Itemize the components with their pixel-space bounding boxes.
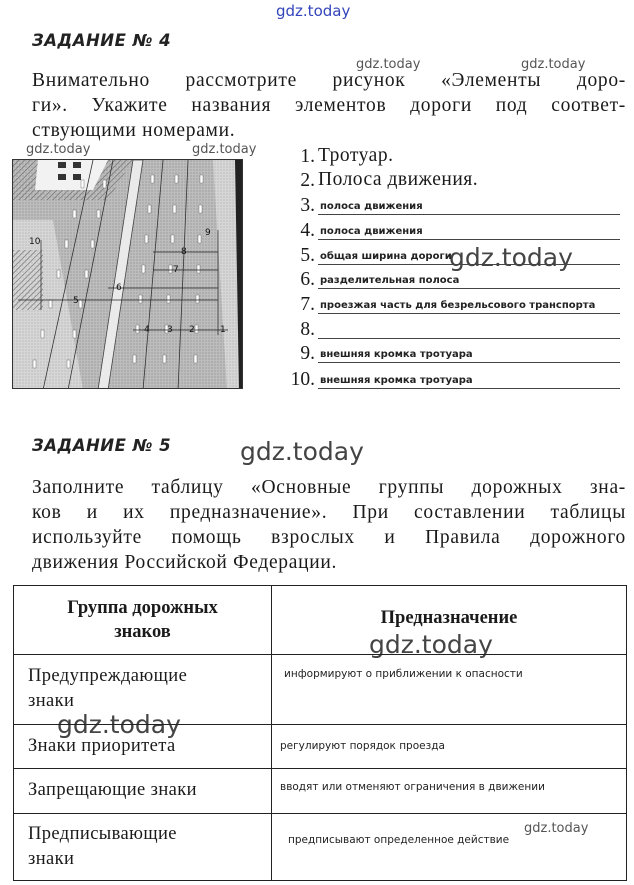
- list-item-number: 1.: [300, 146, 315, 167]
- list-item: [285, 218, 620, 242]
- answer-line: [318, 313, 620, 314]
- table-row-group: [28, 734, 176, 759]
- list-item-number: 2.: [300, 170, 315, 191]
- list-item: [285, 292, 620, 316]
- table-header-purpose: Предназначение: [380, 608, 518, 628]
- list-item: [285, 168, 620, 192]
- table-answer: регулируют порядок проезда: [280, 740, 445, 752]
- figure-label: 8: [181, 247, 187, 257]
- task5-text-line: Заполните таблицу «Основные группы дорожных зна-: [32, 477, 626, 498]
- task5-text-line: движения Российской Федерации.: [32, 552, 338, 573]
- list-item: [285, 341, 620, 365]
- list-item-answer: внешняя кромка тротуара: [320, 349, 473, 360]
- watermark: gdz.today: [57, 710, 181, 739]
- list-item: [285, 267, 620, 291]
- watermark: gdz.today: [369, 630, 493, 659]
- list-item-number: 5.: [300, 245, 315, 266]
- list-item: [285, 144, 620, 168]
- list-item: [285, 367, 620, 391]
- figure-label: 3: [167, 325, 173, 335]
- table-header-text: Группа дорожных: [67, 598, 218, 618]
- task4-text-line: ги». Укажите названия элементов дороги под соответ-: [32, 95, 626, 116]
- table-row-group: [28, 778, 197, 803]
- figure-label: 2: [189, 325, 195, 335]
- figure-label: 10: [29, 237, 41, 247]
- list-item-answer: полоса движения: [320, 201, 423, 212]
- watermark: gdz.today: [521, 57, 586, 72]
- watermark: gdz.today: [26, 142, 91, 157]
- figure-label: 5: [73, 296, 79, 306]
- list-item: [285, 193, 620, 217]
- list-item-number: 4.: [300, 220, 315, 241]
- task5-title: ЗАДАНИЕ № 5: [32, 436, 172, 455]
- figure-label: 9: [205, 228, 211, 238]
- list-item: [285, 317, 620, 341]
- table-row-group: [28, 664, 187, 714]
- answer-line: [318, 239, 620, 240]
- figure-label: 6: [116, 283, 122, 293]
- answer-line: [318, 264, 620, 265]
- list-item-answer: разделительная полоса: [320, 275, 460, 286]
- watermark: gdz.today: [524, 821, 589, 836]
- task4-text-line: Внимательно рассмотрите рисунок «Элементы доро-: [32, 70, 626, 91]
- road-drawing: [13, 160, 243, 389]
- list-item-number: 7.: [300, 294, 315, 315]
- figure-label: 4: [144, 325, 150, 335]
- figure-label: 1: [220, 325, 226, 335]
- watermark: gdz.today: [192, 142, 257, 157]
- table-answer: информируют о приближении к опасности: [284, 668, 523, 680]
- table-divider: [14, 654, 626, 655]
- table-header-text: знаков: [114, 622, 171, 642]
- list-item-number: 6.: [300, 269, 315, 290]
- list-item-number: 3.: [300, 195, 315, 216]
- list-item-number: 10.: [290, 369, 315, 390]
- list-item-answer: общая ширина дороги: [320, 251, 452, 262]
- table-answer: вводят или отменяют ограничения в движении: [280, 781, 545, 793]
- list-item-text: Полоса движения.: [318, 169, 479, 190]
- road-elements-figure: [12, 159, 243, 389]
- road-signs-table: [13, 585, 627, 881]
- list-item-answer: полоса движения: [320, 226, 423, 237]
- answer-line: [318, 338, 620, 339]
- watermark: gdz.today: [449, 243, 573, 272]
- table-cell-text: знаки: [28, 691, 75, 711]
- table-divider: [14, 724, 626, 725]
- task5-text-line: используйте помощь взрослых и Правила дорожного: [32, 527, 626, 548]
- list-item-answer: внешняя кромка тротуара: [320, 375, 473, 386]
- table-divider: [271, 586, 272, 880]
- table-cell-text: Предписывающие: [28, 824, 177, 844]
- table-cell-text: Запрещающие знаки: [28, 780, 197, 800]
- task5-text: [32, 475, 626, 575]
- answer-line: [318, 288, 620, 289]
- list-item-answer: проезжая часть для безрельсового транспорта: [320, 300, 596, 311]
- answer-line: [318, 362, 620, 363]
- list-item: [285, 243, 620, 267]
- table-header-group: [14, 596, 271, 644]
- table-answer: предписывают определенное действие: [288, 834, 510, 846]
- table-divider: [14, 768, 626, 769]
- answer-line: [318, 388, 620, 389]
- task5-text-line: ков и их предназначение». При составлении таблицы: [32, 502, 626, 523]
- task4-title: ЗАДАНИЕ № 4: [32, 31, 172, 50]
- task4-text-line: ствующими номерами.: [32, 120, 236, 141]
- watermark-top: gdz.today: [276, 2, 351, 20]
- task4-text: [32, 68, 626, 143]
- watermark: gdz.today: [356, 57, 421, 72]
- answer-line: [318, 214, 620, 215]
- table-cell-text: Знаки приоритета: [28, 736, 176, 756]
- table-divider: [14, 813, 626, 814]
- table-cell-text: Предупреждающие: [28, 666, 188, 686]
- list-item-number: 9.: [300, 343, 315, 364]
- list-item-number: 8.: [300, 319, 315, 340]
- watermark: gdz.today: [240, 437, 364, 466]
- list-item-text: Тротуар.: [318, 145, 394, 166]
- table-row-group: [28, 822, 177, 872]
- figure-label: 7: [173, 265, 179, 275]
- table-cell-text: знаки: [28, 849, 75, 869]
